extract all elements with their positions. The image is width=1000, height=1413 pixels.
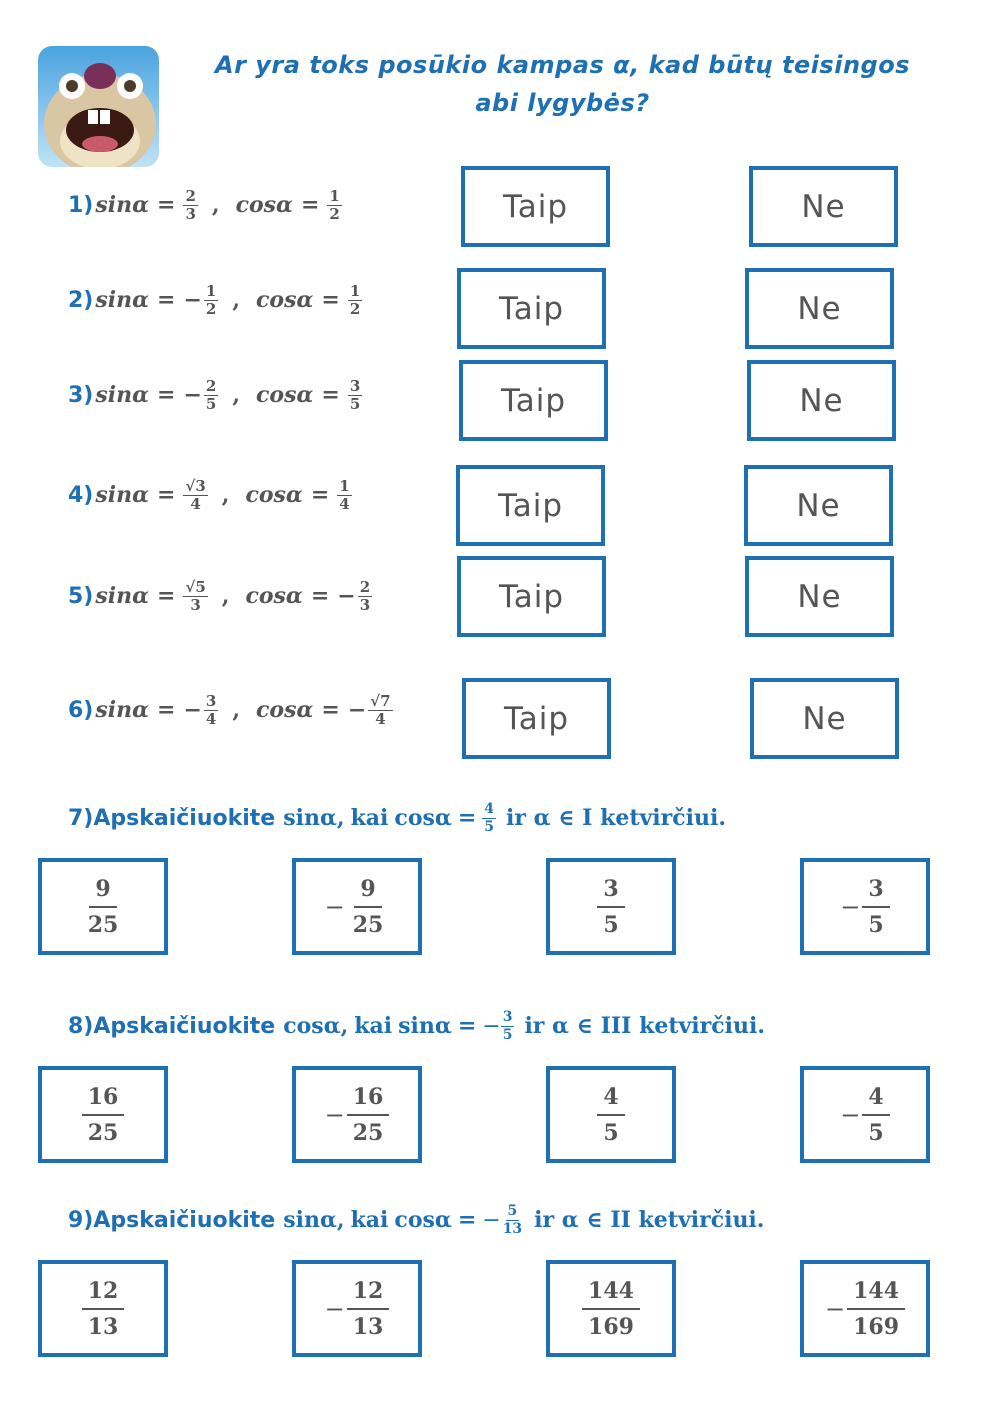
equals-sign: = — [157, 482, 176, 508]
numerator: 2 — [359, 577, 371, 596]
denominator: 25 — [352, 911, 384, 938]
question-number: 3) — [68, 382, 94, 408]
answer-no-button-6[interactable]: Ne — [750, 678, 899, 759]
sin-label: sinα — [95, 583, 150, 609]
denominator: 4 — [190, 494, 201, 513]
question-number: 2) — [68, 287, 94, 313]
equals-sign: = — [157, 192, 176, 218]
denominator: 5 — [502, 1026, 513, 1043]
comma: , — [221, 482, 230, 508]
denominator: 4 — [375, 709, 386, 728]
task-instruction: Apskaičiuokite — [93, 1013, 276, 1039]
denominator: 3 — [359, 595, 371, 614]
option-fraction — [862, 874, 889, 940]
sin-label: sinα — [95, 382, 150, 408]
option-fraction — [582, 1276, 640, 1342]
answer-option-9-1[interactable] — [38, 1260, 168, 1357]
given-fraction — [482, 801, 496, 836]
answer-option-9-2[interactable] — [292, 1260, 422, 1357]
minus-sign: − — [840, 1100, 861, 1129]
answer-option-7-4[interactable] — [800, 858, 930, 955]
option-fraction — [347, 1082, 390, 1148]
task-kai: kai — [354, 1013, 393, 1039]
numerator: 3 — [349, 376, 361, 395]
sin-label: sinα — [95, 697, 150, 723]
task-9 — [68, 1190, 764, 1250]
option-fraction — [862, 1082, 889, 1148]
equals-sign: = — [457, 1013, 477, 1039]
option-fraction — [82, 874, 125, 940]
denominator: 5 — [603, 1119, 619, 1146]
option-fraction — [847, 1276, 905, 1342]
task-target: cosα, — [283, 1013, 349, 1039]
denominator: 2 — [205, 299, 217, 318]
denominator: 5 — [868, 911, 884, 938]
equals-sign: = — [310, 583, 330, 609]
cos-label: cosα — [256, 697, 314, 723]
numerator: √3 — [185, 476, 206, 495]
question-number: 6) — [68, 697, 94, 723]
numerator: 12 — [347, 1276, 390, 1310]
comma: , — [232, 287, 241, 313]
minus-sign: − — [324, 892, 345, 921]
option-fraction — [347, 1276, 390, 1342]
comma: , — [232, 382, 241, 408]
denominator: 25 — [87, 1119, 119, 1146]
given-fraction — [501, 1009, 515, 1044]
task-condition: ir α ∈ II ketvirčiui. — [534, 1207, 765, 1233]
option-fraction — [82, 1082, 125, 1148]
sloth-character-icon — [38, 46, 159, 167]
denominator: 5 — [205, 394, 217, 413]
question-number: 1) — [68, 192, 94, 218]
sin-fraction — [204, 378, 218, 413]
answer-option-8-3[interactable] — [546, 1066, 676, 1163]
numerator: 144 — [847, 1276, 905, 1310]
denominator: 13 — [502, 1220, 523, 1237]
minus-sign: − — [482, 1013, 501, 1039]
comma: , — [211, 192, 220, 218]
answer-option-7-2[interactable] — [292, 858, 422, 955]
minus-sign: − — [840, 892, 861, 921]
question-6 — [68, 680, 393, 740]
task-given: cosα — [394, 1207, 452, 1233]
task-given: cosα — [394, 805, 452, 831]
cos-fraction — [327, 188, 341, 223]
denominator: 4 — [205, 709, 217, 728]
equals-sign: = — [310, 482, 330, 508]
numerator: 1 — [339, 476, 350, 495]
cos-label: cosα — [235, 192, 293, 218]
comma: , — [221, 583, 230, 609]
answer-option-9-3[interactable] — [546, 1260, 676, 1357]
sin-fraction — [204, 283, 218, 318]
numerator: 16 — [82, 1082, 125, 1116]
answer-no-button-4[interactable]: Ne — [744, 465, 893, 546]
numerator: 1 — [205, 281, 217, 300]
numerator: 3 — [862, 874, 889, 908]
numerator: 5 — [507, 1202, 518, 1219]
numerator: 1 — [329, 186, 340, 205]
numerator: 16 — [347, 1082, 390, 1116]
answer-yes-button-4[interactable]: Taip — [456, 465, 605, 546]
cos-label: cosα — [256, 382, 314, 408]
cos-fraction — [337, 478, 351, 513]
question-4 — [68, 465, 352, 525]
answer-yes-button-5[interactable]: Taip — [457, 556, 606, 637]
numerator: 2 — [205, 376, 217, 395]
denominator: 169 — [853, 1313, 900, 1340]
answer-yes-button-6[interactable]: Taip — [462, 678, 611, 759]
cos-fraction — [368, 693, 392, 728]
equals-sign: = — [157, 382, 176, 408]
task-target: sinα, — [283, 1207, 345, 1233]
question-number: 5) — [68, 583, 94, 609]
option-fraction — [82, 1276, 125, 1342]
minus-sign: − — [482, 1207, 501, 1233]
numerator: 4 — [484, 800, 494, 817]
task-kai: kai — [350, 1207, 389, 1233]
minus-sign: − — [324, 1294, 345, 1323]
answer-yes-button-1[interactable]: Taip — [461, 166, 610, 247]
task-number: 7) — [68, 805, 94, 831]
task-number: 8) — [68, 1013, 94, 1039]
minus-sign: − — [324, 1100, 345, 1129]
answer-option-9-4[interactable] — [800, 1260, 930, 1357]
denominator: 13 — [87, 1313, 119, 1340]
denominator: 169 — [588, 1313, 634, 1340]
task-7 — [68, 788, 726, 848]
question-2 — [68, 270, 362, 330]
sin-label: sinα — [95, 287, 150, 313]
sin-label: sinα — [95, 192, 150, 218]
answer-yes-button-2[interactable]: Taip — [457, 268, 606, 349]
question-3 — [68, 365, 362, 425]
numerator: 2 — [185, 186, 196, 205]
task-instruction: Apskaičiuokite — [93, 805, 276, 831]
denominator: 3 — [185, 204, 196, 223]
denominator: 13 — [352, 1313, 384, 1340]
task-target: sinα, — [283, 805, 345, 831]
numerator: 3 — [502, 1008, 513, 1025]
numerator: 1 — [349, 281, 361, 300]
equals-sign: = — [300, 192, 320, 218]
denominator: 25 — [352, 1119, 384, 1146]
numerator: 4 — [597, 1082, 624, 1116]
sin-fraction — [183, 188, 197, 223]
task-given: sinα — [398, 1013, 452, 1039]
equals-sign: = — [321, 697, 340, 723]
equals-sign: = — [157, 287, 176, 313]
sin-fraction — [183, 579, 207, 614]
comma: , — [232, 697, 241, 723]
cos-fraction — [348, 283, 362, 318]
denominator: 2 — [349, 299, 361, 318]
denominator: 2 — [329, 204, 340, 223]
numerator: √7 — [370, 691, 391, 710]
denominator: 5 — [868, 1119, 884, 1146]
page-title: Ar yra toks posūkio kampas α, kad būtų teisingos abi lygybės? — [215, 51, 910, 117]
cos-fraction — [348, 378, 362, 413]
minus-sign: − — [337, 583, 356, 609]
answer-option-8-4[interactable] — [800, 1066, 930, 1163]
question-number: 4) — [68, 482, 94, 508]
answer-no-button-1[interactable]: Ne — [749, 166, 898, 247]
answer-option-8-1[interactable] — [38, 1066, 168, 1163]
task-number: 9) — [68, 1207, 94, 1233]
numerator: 3 — [597, 874, 624, 908]
answer-no-button-3[interactable]: Ne — [747, 360, 896, 441]
numerator: 12 — [82, 1276, 125, 1310]
denominator: 5 — [603, 911, 619, 938]
cos-label: cosα — [256, 287, 314, 313]
answer-option-8-2[interactable] — [292, 1066, 422, 1163]
numerator: √5 — [185, 577, 206, 596]
answer-no-button-5[interactable]: Ne — [745, 556, 894, 637]
answer-yes-button-3[interactable]: Taip — [459, 360, 608, 441]
denominator: 4 — [339, 494, 350, 513]
answer-no-button-2[interactable]: Ne — [745, 268, 894, 349]
task-condition: ir α ∈ III ketvirčiui. — [524, 1013, 766, 1039]
option-fraction — [597, 874, 624, 940]
sin-fraction — [204, 693, 218, 728]
numerator: 3 — [205, 691, 217, 710]
task-instruction: Apskaičiuokite — [93, 1207, 276, 1233]
cos-fraction — [358, 579, 372, 614]
denominator: 25 — [87, 911, 119, 938]
numerator: 9 — [89, 874, 116, 908]
minus-sign: − — [824, 1294, 846, 1323]
question-1 — [68, 175, 342, 235]
task-8 — [68, 996, 765, 1056]
denominator: 5 — [349, 394, 361, 413]
equals-sign: = — [321, 287, 340, 313]
task-condition: ir α ∈ I ketvirčiui. — [506, 805, 726, 831]
equals-sign: = — [157, 697, 176, 723]
cos-label: cosα — [245, 583, 303, 609]
numerator: 9 — [354, 874, 381, 908]
task-kai: kai — [350, 805, 389, 831]
sin-label: sinα — [95, 482, 150, 508]
question-5 — [68, 566, 372, 626]
option-fraction — [347, 874, 390, 940]
equals-sign: = — [321, 382, 340, 408]
minus-sign: − — [183, 382, 202, 408]
equals-sign: = — [157, 583, 176, 609]
minus-sign: − — [183, 697, 202, 723]
option-fraction — [597, 1082, 624, 1148]
minus-sign: − — [183, 287, 202, 313]
numerator: 144 — [582, 1276, 640, 1310]
answer-option-7-3[interactable] — [546, 858, 676, 955]
given-fraction — [501, 1203, 524, 1238]
equals-sign: = — [457, 1207, 477, 1233]
denominator: 3 — [190, 595, 201, 614]
denominator: 5 — [484, 818, 494, 835]
sin-fraction — [183, 478, 207, 513]
cos-label: cosα — [245, 482, 303, 508]
numerator: 4 — [862, 1082, 889, 1116]
minus-sign: − — [347, 697, 367, 723]
answer-option-7-1[interactable] — [38, 858, 168, 955]
equals-sign: = — [457, 805, 477, 831]
